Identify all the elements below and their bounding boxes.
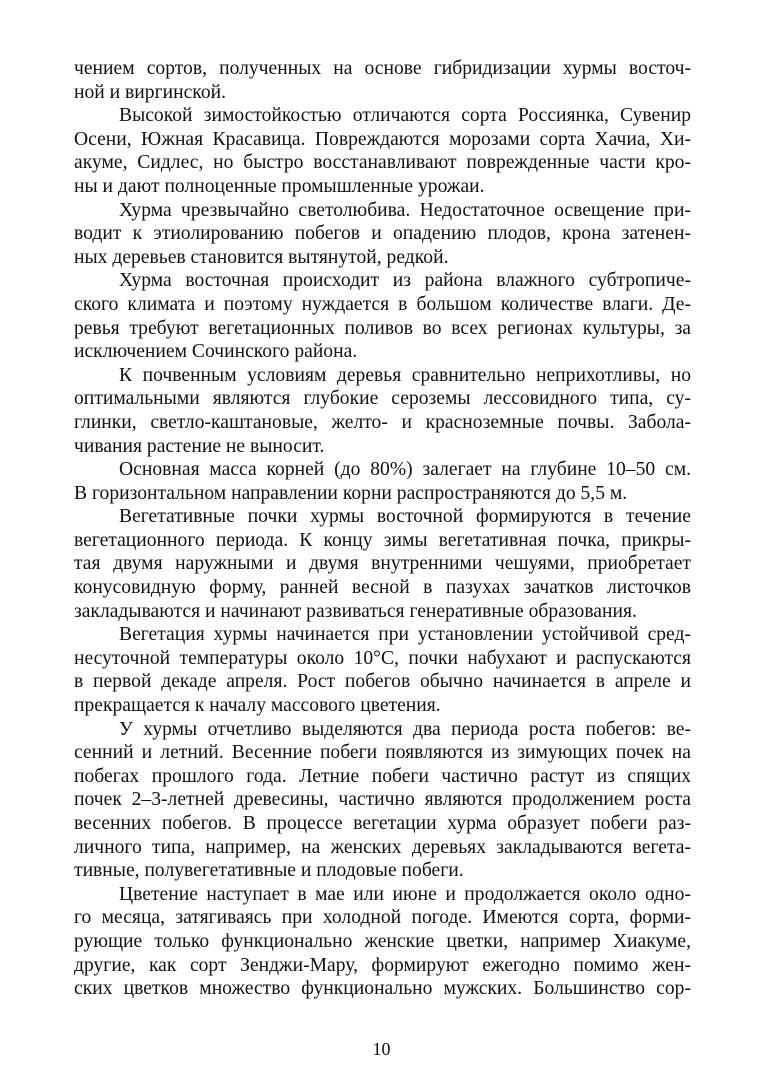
text-line: несуточной температуры около 10°С, почки набухают и распускаются xyxy=(74,647,691,669)
text-line: ревья требуют вегетационных поливов во всех регионах культуры, за xyxy=(74,317,691,339)
text-line: тивные, полувегетативные и плодовые побеги. xyxy=(74,860,464,882)
text-line: другие, как сорт Зенджи-Мару, формируют ежегодно помимо жен- xyxy=(74,954,691,976)
paragraph-9 xyxy=(74,718,691,883)
paragraph-3 xyxy=(74,199,691,270)
text-line: весенних побегов. В процессе вегетации хурма образует побеги раз- xyxy=(74,813,691,834)
text-line: акуме, Сидлес, но быстро восстанавливают поврежденные части кро- xyxy=(74,152,691,174)
text-line: Вегетативные почки хурмы восточной формируются в течение xyxy=(119,506,691,528)
text-line: К почвенным условиям деревья сравнительно неприхотливы, но xyxy=(119,364,691,386)
paragraph-5 xyxy=(74,364,691,458)
text-line: го месяца, затягиваясь при холодной погоде. Имеются сорта, форми- xyxy=(74,907,691,929)
text-line: Вегетация хурмы начинается при установлении устойчивой сред- xyxy=(119,624,691,646)
text-line: чением сортов, полученных на основе гибридизации хурмы восточ- xyxy=(74,58,691,79)
text-line: тая двумя наружными и двумя внутренними чешуями, приобретает xyxy=(74,553,691,575)
text-line: водит к этиолированию побегов и опадению плодов, крона затенен- xyxy=(74,223,691,245)
text-line: В горизонтальном направлении корни распространяются до 5,5 м. xyxy=(74,482,628,504)
text-line: рующие только функционально женские цветки, например Хиакуме, xyxy=(74,930,691,952)
text-line: конусовидную форму, ранней весной в пазухах зачатков листочков xyxy=(74,577,691,599)
paragraph-1 xyxy=(74,57,691,104)
paragraph-4 xyxy=(74,269,691,363)
paragraph-7 xyxy=(74,505,691,623)
page-number: 10 xyxy=(372,1039,391,1059)
text-line: ского климата и поэтому нуждается в большом количестве влаги. Де- xyxy=(74,293,691,315)
text-line: Осени, Южная Красавица. Повреждаются морозами сорта Хачиа, Хи- xyxy=(74,128,691,150)
text-line: Хурма чрезвычайно светолюбива. Недостаточное освещение при- xyxy=(119,199,691,221)
text-line: ских цветков множество функционально мужских. Большинство сор- xyxy=(74,978,691,1000)
text-line: Цветение наступает в мае или июне и продолжается около одно- xyxy=(119,883,691,905)
page-body xyxy=(74,57,691,1001)
text-line: личного типа, например, на женских деревьях закладываются вегета- xyxy=(74,836,691,858)
text-line: глинки, светло-каштановые, желто- и красноземные почвы. Забола- xyxy=(74,411,691,433)
text-line: сенний и летний. Весенние побеги появляются из зимующих почек на xyxy=(74,742,691,764)
text-line: Высокой зимостойкостью отличаются сорта Россиянка, Сувенир xyxy=(119,105,691,127)
text-line: в первой декаде апреля. Рост побегов обычно начинается в апреле и xyxy=(74,671,691,693)
text-line: прекращается к началу массового цветения. xyxy=(74,695,441,717)
text-line: оптимальными являются глубокие сероземы лессовидного типа, су- xyxy=(74,388,691,410)
text-line: ны и дают полноценные промышленные урожаи. xyxy=(74,175,485,197)
text-line: исключением Сочинского района. xyxy=(74,341,358,363)
text-line: У хурмы отчетливо выделяются два периода роста побегов: ве- xyxy=(119,718,691,740)
paragraph-10 xyxy=(74,883,691,1001)
paragraph-2 xyxy=(74,104,691,198)
text-line: чивания растение не выносит. xyxy=(74,435,325,457)
paragraph-8 xyxy=(74,623,691,717)
text-line: Основная масса корней (до 80%) залегает на глубине 10–50 см. xyxy=(119,459,691,481)
text-line: Хурма восточная происходит из района влажного субтропиче- xyxy=(119,270,691,292)
text-line: закладываются и начинают развиваться генеративные образования. xyxy=(74,600,637,622)
text-line: почек 2–3-летней древесины, частично являются продолжением роста xyxy=(74,789,691,811)
text-line: ной и виргинской. xyxy=(74,81,226,103)
text-line: вегетационного периода. К концу зимы вегетативная почка, прикры- xyxy=(74,529,691,551)
text-line: побегах прошлого года. Летние побеги частично растут из спящих xyxy=(74,765,691,787)
text-line: ных деревьев становится вытянутой, редкой. xyxy=(74,246,449,268)
paragraph-6 xyxy=(74,458,691,505)
